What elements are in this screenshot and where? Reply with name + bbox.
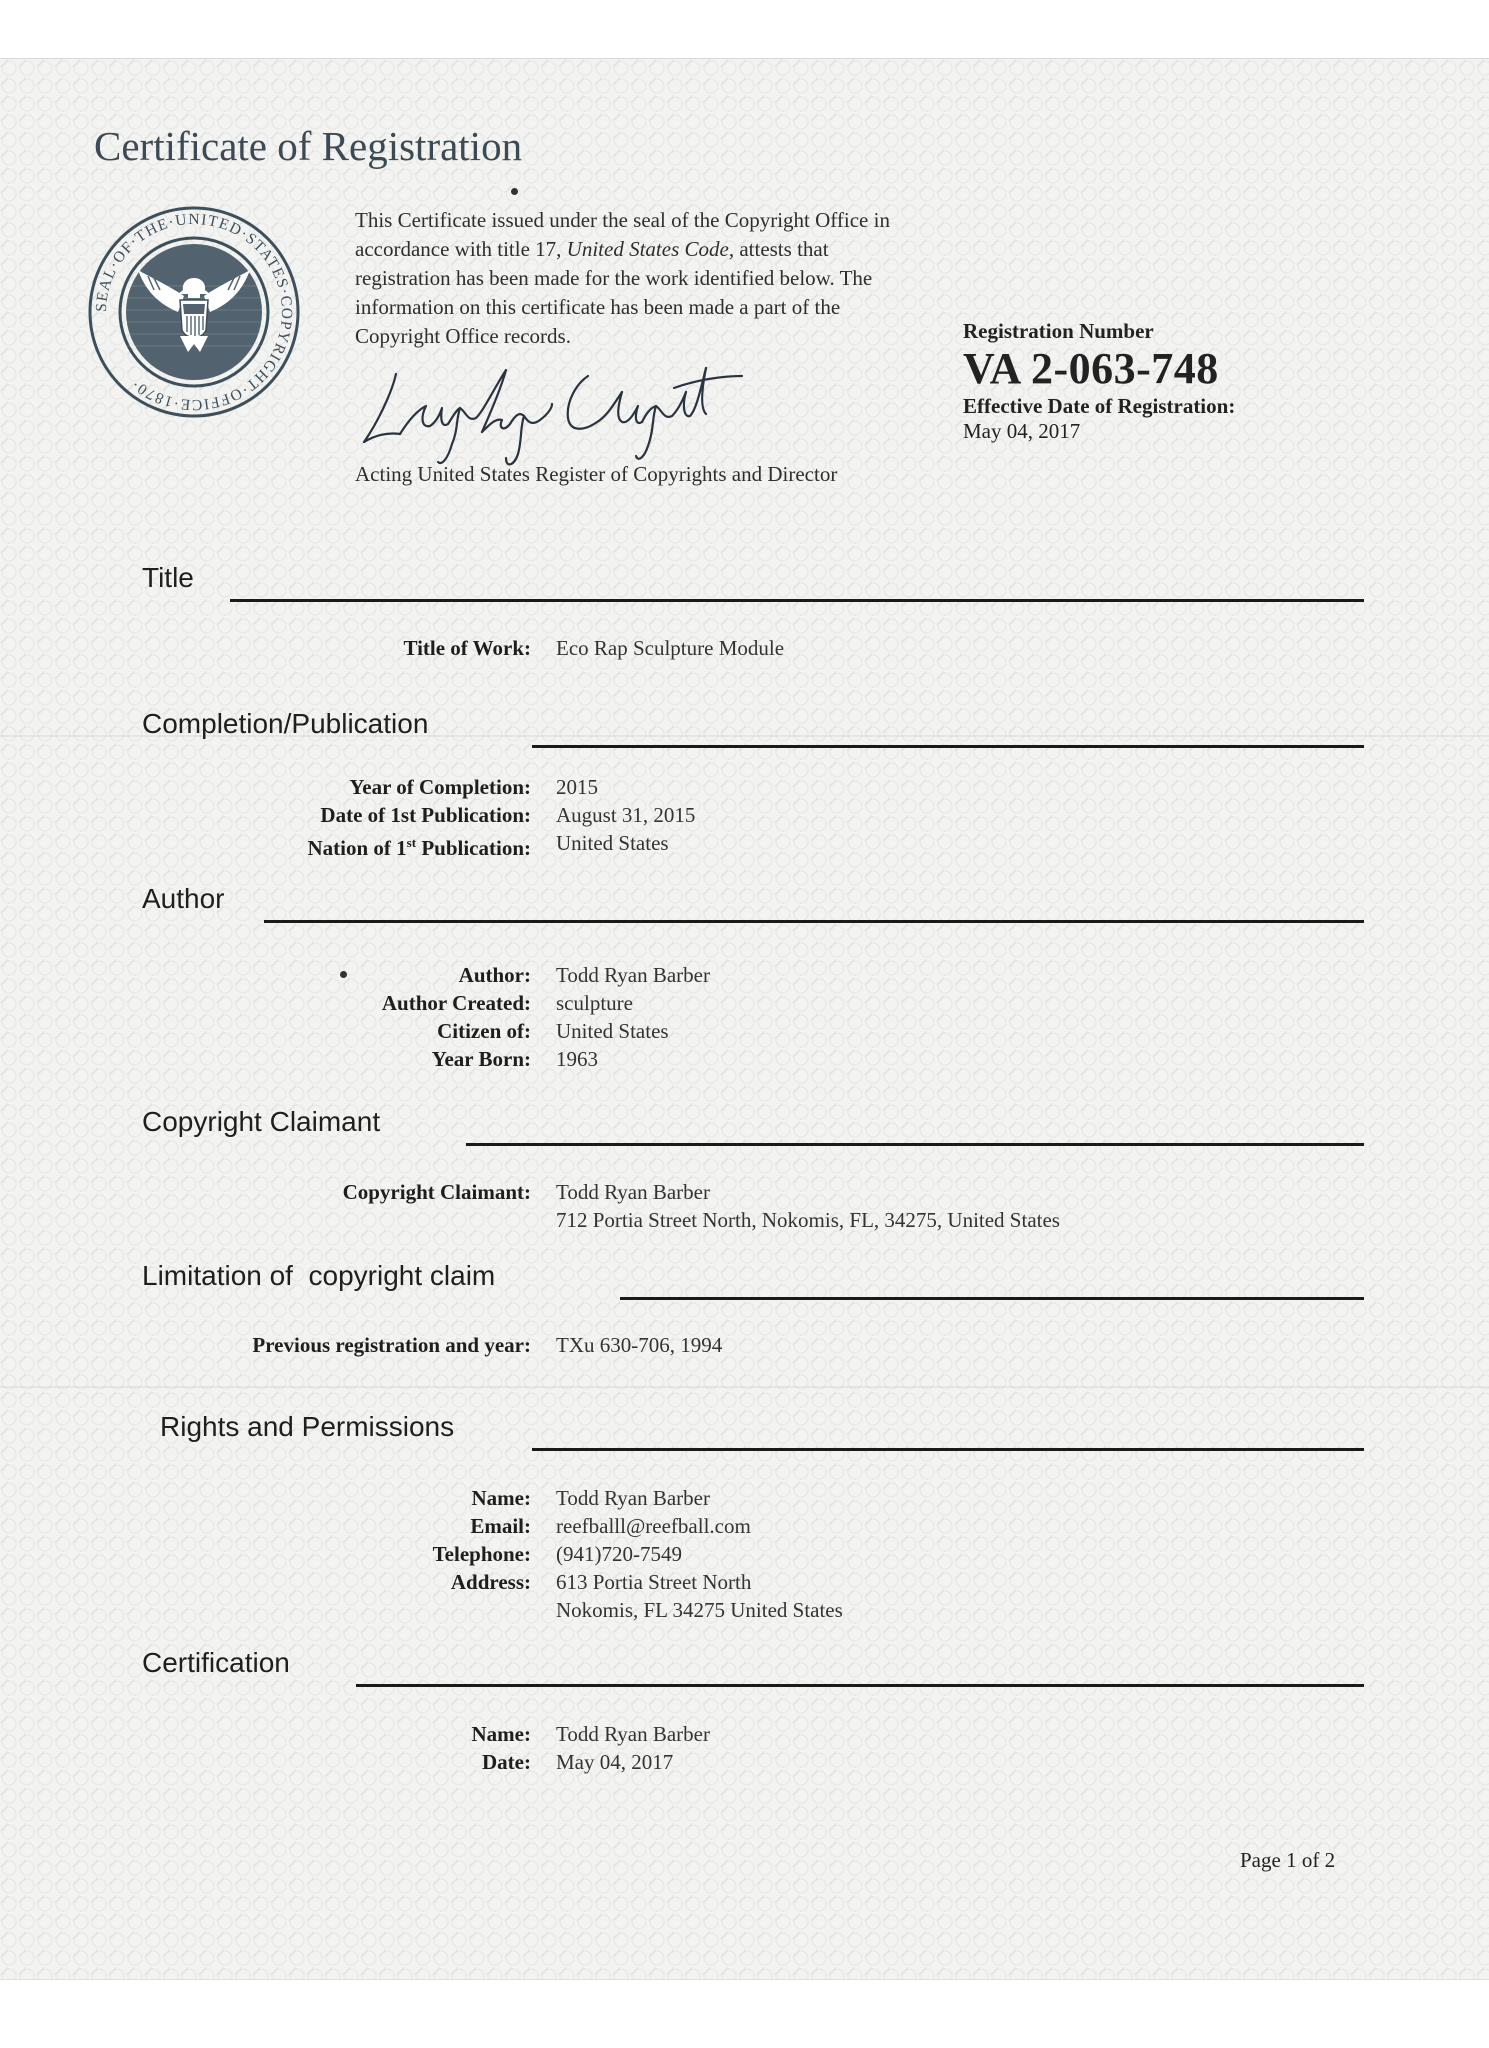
page-number: Page 1 of 2 [1240,1848,1336,1872]
limitation-fields [0,1331,1489,1359]
registration-number: VA 2-063-748 [963,344,1219,393]
field-label: Nation of 1st Publication: [307,835,531,860]
field-value: United States [556,1019,669,1043]
field-row [0,773,1489,801]
field-row [0,1331,1489,1359]
field-label: Date: [482,1750,531,1774]
section-heading-completion [142,708,1364,748]
signer-title: Acting United States Register of Copyrights and Director [355,462,838,486]
section-rule [532,745,1364,748]
section-title: Completion/Publication [142,708,429,739]
field-label: Year of Completion: [349,775,531,799]
svg-text:SEAL·OF·THE·UNITED·STATES·COPY: SEAL·OF·THE·UNITED·STATES·COPYRIGHT·OFFICE·1870· [92,210,296,414]
field-label: Author: [458,963,531,987]
completion-fields [0,773,1489,860]
section-rule [532,1448,1364,1451]
field-label: Email: [470,1514,531,1538]
field-row [0,961,1489,989]
field-row [0,1017,1489,1045]
field-value: August 31, 2015 [556,803,696,827]
field-label: Name: [471,1486,531,1510]
section-heading-limitation [142,1260,1364,1300]
field-row [0,1045,1489,1073]
field-value: Todd Ryan Barber [556,1722,710,1746]
registration-number-label: Registration Number [963,319,1154,343]
field-row [0,1540,1489,1568]
field-value: Todd Ryan Barber [556,1180,710,1204]
rights-fields [0,1484,1489,1624]
field-value: Nokomis, FL 34275 United States [556,1598,843,1622]
registration-block [963,318,1363,444]
certification-fields [0,1720,1489,1776]
certificate-intro-text: This Certificate issued under the seal of the Copyright Office in accordance with title 17, United States Code, attests that registration has been made for the work identified below. The information on this certificate has been made a part of the Copyright Office records. [355,208,890,348]
field-label: Address: [450,1570,531,1594]
effective-date-value: May 04, 2017 [963,419,1081,443]
field-label: Citizen of: [437,1019,531,1043]
title-fields [0,634,1489,662]
effective-date-label: Effective Date of Registration: [963,394,1236,418]
section-heading-rights [160,1411,1364,1451]
field-value: Eco Rap Sculpture Module [556,636,785,660]
field-value: 2015 [556,775,598,799]
field-value: TXu 630-706, 1994 [556,1333,723,1357]
section-title: Title [142,562,194,593]
field-label: Year Born: [431,1047,531,1071]
field-row [0,1484,1489,1512]
field-row [0,1512,1489,1540]
copyright-office-seal [88,206,300,418]
field-row [0,634,1489,662]
field-value: 712 Portia Street North, Nokomis, FL, 34275, United States [556,1208,1060,1232]
field-label: Copyright Claimant: [342,1180,531,1204]
field-value: 613 Portia Street North [556,1570,752,1594]
field-label: Previous registration and year: [252,1333,531,1357]
field-row [0,829,1489,860]
field-label: Author Created: [381,991,531,1015]
field-value: May 04, 2017 [556,1750,674,1774]
field-row [0,801,1489,829]
field-label: Name: [471,1722,531,1746]
register-signature [356,362,756,472]
section-title: Limitation of copyright claim [142,1260,496,1291]
field-value: 1963 [556,1047,598,1071]
field-label: Title of Work: [403,636,531,660]
field-value: Todd Ryan Barber [556,1486,710,1510]
section-title: Copyright Claimant [142,1106,381,1137]
section-heading-claimant [142,1106,1364,1146]
section-title: Rights and Permissions [160,1411,455,1442]
field-row [0,1720,1489,1748]
section-rule [230,599,1364,602]
field-value: Todd Ryan Barber [556,963,710,987]
paper-fold-line [0,1386,1489,1388]
field-row [0,1206,1489,1234]
section-heading-author [142,883,1364,923]
field-row [0,1748,1489,1776]
ink-speck [511,188,518,195]
field-row [0,1596,1489,1624]
claimant-fields [0,1178,1489,1234]
field-label: Date of 1st Publication: [320,803,531,827]
field-value: sculpture [556,991,633,1015]
section-rule [466,1143,1364,1146]
section-heading-title [142,562,1364,602]
section-title: Certification [142,1647,290,1678]
section-rule [620,1297,1364,1300]
field-value: (941)720-7549 [556,1542,682,1566]
section-heading-certification [142,1647,1364,1687]
field-label: Telephone: [432,1542,531,1566]
field-row [0,1568,1489,1596]
field-row [0,1178,1489,1206]
field-row [0,989,1489,1017]
section-rule [264,920,1364,923]
certificate-title: Certificate of Registration [94,123,523,169]
section-title: Author [142,883,225,914]
author-fields [0,961,1489,1073]
field-value: United States [556,831,669,855]
section-rule [356,1684,1364,1687]
field-value: reefballl@reefball.com [556,1514,751,1538]
